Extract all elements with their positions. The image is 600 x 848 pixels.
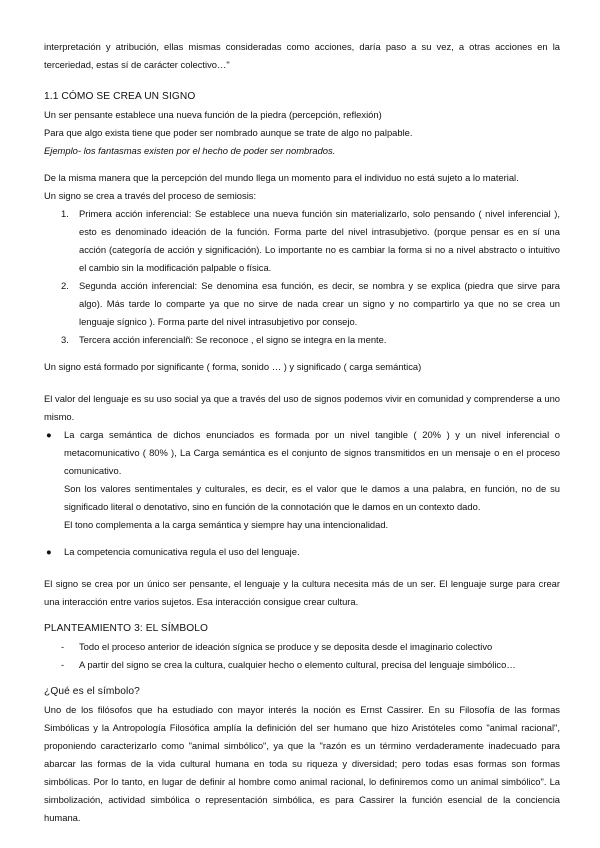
step-number: 2. — [61, 280, 69, 291]
bullet-dot-icon: ● — [46, 546, 52, 557]
semiosis-step — [44, 205, 560, 277]
step-number: 1. — [61, 208, 69, 219]
dash-item-text: A partir del signo se crea la cultura, cualquier hecho o elemento cultural, precisa del lenguaje simbólico… — [79, 659, 516, 670]
semiosis-step — [44, 277, 560, 331]
signo-example: Ejemplo- los fantasmas existen por el hecho de poder ser nombrados. — [44, 145, 336, 156]
bullet-subtext-1: Son los valores sentimentales y culturales, es decir, es el valor que le damos a una palabra, en función, no de su significado literal o denotativo, sino en función de la connotación que le damos en un contexto dado. — [64, 483, 560, 512]
bullet-item-carga-semantica — [44, 426, 560, 534]
dash-item — [44, 656, 560, 674]
language-bullet-list — [44, 426, 560, 534]
cassirer-paragraph: Uno de los filósofos que ha estudiado con mayor interés la noción es Ernst Cassirer. En su Filosofía de las formas Simbólicas y la Antropología Filosófica amplía la definición del ser humano que hizo Aristóteles como "animal racional", proponiendo caracterizarlo como "animal simbólico", ya que la "razón es un término verdaderamente inadecuado para abarcar las formas de la vida cultural humana en toda su riqueza y diversidad; pero todas esas formas son formas simbólicas. Por lo tanto, en lugar de definir al hombre como animal racional, lo definiremos como un animal simbólico". La simbolización, actividad simbólica o representación simbólica, es para Cassirer la función esencial de la conciencia humana. — [44, 704, 560, 823]
simbolo-question: ¿Qué es el símbolo? — [44, 686, 140, 697]
signo-paragraph-2: Un signo se crea a través del proceso de semiosis: — [44, 190, 257, 201]
signo-cultura-paragraph: El signo se crea por un único ser pensante, el lenguaje y la cultura necesita más de un ser. El lenguaje surge para crear una interacción entre varios sujetos. Esa interacción consigue crear cultura. — [44, 578, 560, 607]
dash-marker: - — [61, 659, 65, 670]
simbolo-dash-list — [44, 638, 560, 674]
bullet-dot-icon: ● — [46, 429, 52, 440]
section-heading-planteamiento-3: PLANTEAMIENTO 3: EL SÍMBOLO — [44, 623, 209, 634]
step-text: Segunda acción inferencial: Se denomina esa función, es decir, se nombra y se explica (piedra que sirve para algo). Más tarde lo comparte ya que no sirve de nada crear un signo y no compartirlo ya que no se crea un lenguaje sígnico ). Forma parte del nivel intrasubjetivo por consejo. — [79, 280, 560, 327]
step-text: Primera acción inferencial: Se establece una nueva función sin materializarlo, solo pensando ( nivel inferencial ), esto es denominado ideación de la función. Forma parte del nivel intrasubjetivo. (porque pensar es en sí una acción (categoría de acción y significación). Lo importante no es cambiar la forma si no a nivel abstracto o intuitivo el cambio sin la modificación palpable o física. — [79, 208, 560, 273]
step-text: Tercera acción inferencialñ: Se reconoce , el signo se integra en la mente. — [79, 334, 387, 345]
language-bullet-list-2 — [44, 543, 560, 561]
signo-line-2: Para que algo exista tiene que poder ser nombrado aunque se trate de algo no palpable. — [44, 127, 413, 138]
intro-paragraph: interpretación y atribución, ellas mismas consideradas como acciones, daría paso a su vez, a otras acciones en la terceriedad, estas sí de carácter colectivo…" — [44, 41, 560, 70]
semiosis-step — [44, 331, 560, 349]
section-heading-como-se-crea-un-signo: 1.1 CÓMO SE CREA UN SIGNO — [44, 91, 196, 102]
dash-marker: - — [61, 641, 65, 652]
document-page — [44, 38, 560, 827]
dash-item — [44, 638, 560, 656]
bullet-text: La carga semántica de dichos enunciados es formada por un nivel tangible ( 20% ) y un nivel inferencial o metacomunicativo ( 80% ), La Carga semántica es el conjunto de signos transmitidos en un mensaje o en el proceso comunicativo. — [64, 429, 560, 476]
step-number: 3. — [61, 334, 69, 345]
bullet-item-competencia — [44, 543, 560, 561]
signo-line-1: Un ser pensante establece una nueva función de la piedra (percepción, reflexión) — [44, 109, 382, 120]
language-paragraph: El valor del lenguaje es su uso social ya que a través del uso de signos podemos vivir en comunidad y comprenderse a uno mismo. — [44, 393, 560, 422]
bullet-text: La competencia comunicativa regula el uso del lenguaje. — [64, 546, 300, 557]
dash-item-text: Todo el proceso anterior de ideación sígnica se produce y se deposita desde el imaginario colectivo — [79, 641, 493, 652]
semiosis-steps-list — [44, 205, 560, 349]
signo-formed-by: Un signo está formado por significante ( forma, sonido … ) y significado ( carga semántica) — [44, 361, 422, 372]
signo-paragraph-1: De la misma manera que la percepción del mundo llega un momento para el individuo no está sujeto a lo material. — [44, 172, 519, 183]
bullet-subtext-2: El tono complementa a la carga semántica y siempre hay una intencionalidad. — [64, 519, 389, 530]
